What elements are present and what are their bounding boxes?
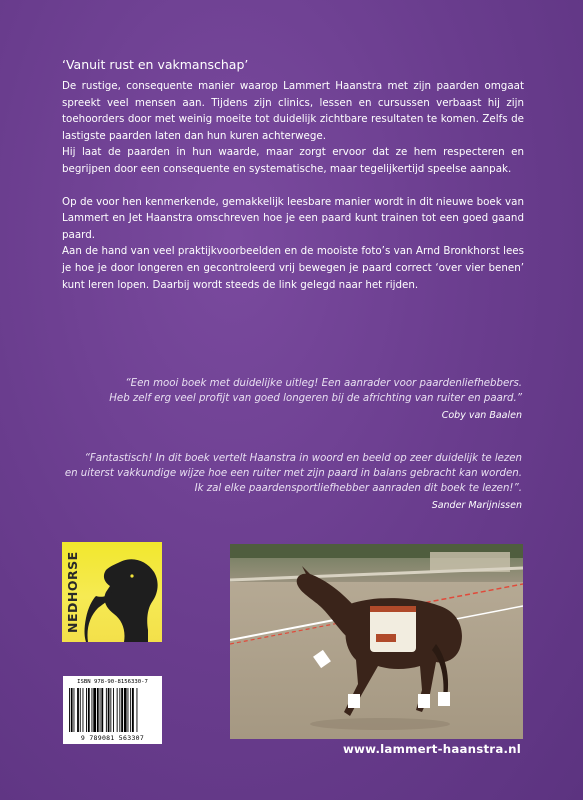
barcode-digits: 9 789081 563307 <box>80 734 145 742</box>
blurb <box>62 56 524 293</box>
barcode-bars <box>67 688 158 732</box>
isbn-barcode <box>63 676 162 744</box>
publisher-logo <box>62 542 162 642</box>
quote-line: “Een mooi boek met duidelijke uitleg! Een aanrader voor paardenliefhebbers. <box>125 378 522 389</box>
paragraph-gap <box>62 178 524 194</box>
quote-author: Sander Marijnissen <box>431 500 522 511</box>
logo-wordmark: NEDHORSE <box>65 551 80 633</box>
quote-line: Heb zelf erg veel profijt van goed longeren bij de africhting van ruiter en paard.” <box>109 393 522 404</box>
review-quote <box>52 451 522 511</box>
quote-line: Ik zal elke paardensportliefhebber aanraden dit boek te lezen!”. <box>194 483 522 494</box>
blurb-paragraph: Hij laat de paarden in hun waarde, maar zorgt ervoor dat ze hem respecteren en begrijpen door een consequente en systematische, maar tegelijkertijd speelse aanpak. <box>62 146 524 175</box>
horse-lunging-photo <box>230 544 523 739</box>
blurb-paragraph: Op de voor hen kenmerkende, gemakkelijk leesbare manier wordt in dit nieuwe boek van Lammert en Jet Haanstra omschreven hoe je een paard kunt trainen tot een goed gaand paard. <box>62 195 524 241</box>
website-url: www.lammert-haanstra.nl <box>342 742 521 756</box>
review-quote <box>52 376 522 421</box>
isbn-label: ISBN 978-90-8156330-7 <box>77 679 148 685</box>
quote-line: en uiterst vakkundige wijze hoe een ruiter met zijn paard in balans gebracht kan worden. <box>64 468 522 479</box>
blurb-paragraph: Aan de hand van veel praktijkvoorbeelden en de mooiste foto’s van Arnd Bronkhorst lees je hoe je door longeren en gecontroleerd vrij bewegen je paard correct ‘over vier benen’ kunt leren lopen. Daarbij wordt steeds de link gelegd naar het rijden. <box>62 245 524 291</box>
quote-author: Coby van Baalen <box>441 410 522 421</box>
blurb-paragraph: De rustige, consequente manier waarop Lammert Haanstra met zijn paarden omgaat spreekt veel mensen aan. Tijdens zijn clinics, lessen en cursussen verbaast hij zijn toehoorders door met weinig moeite tot duidelijk zichtbare resultaten te komen. Zelfs de lastigste paarden laten dan hun kuren achterwege. <box>62 80 524 142</box>
quote-line: “Fantastisch! In dit boek vertelt Haanstra in woord en beeld op zeer duidelijk te lezen <box>84 453 522 464</box>
blurb-heading: ‘Vanuit rust en vakmanschap’ <box>62 57 249 72</box>
cover-photo <box>230 544 523 739</box>
